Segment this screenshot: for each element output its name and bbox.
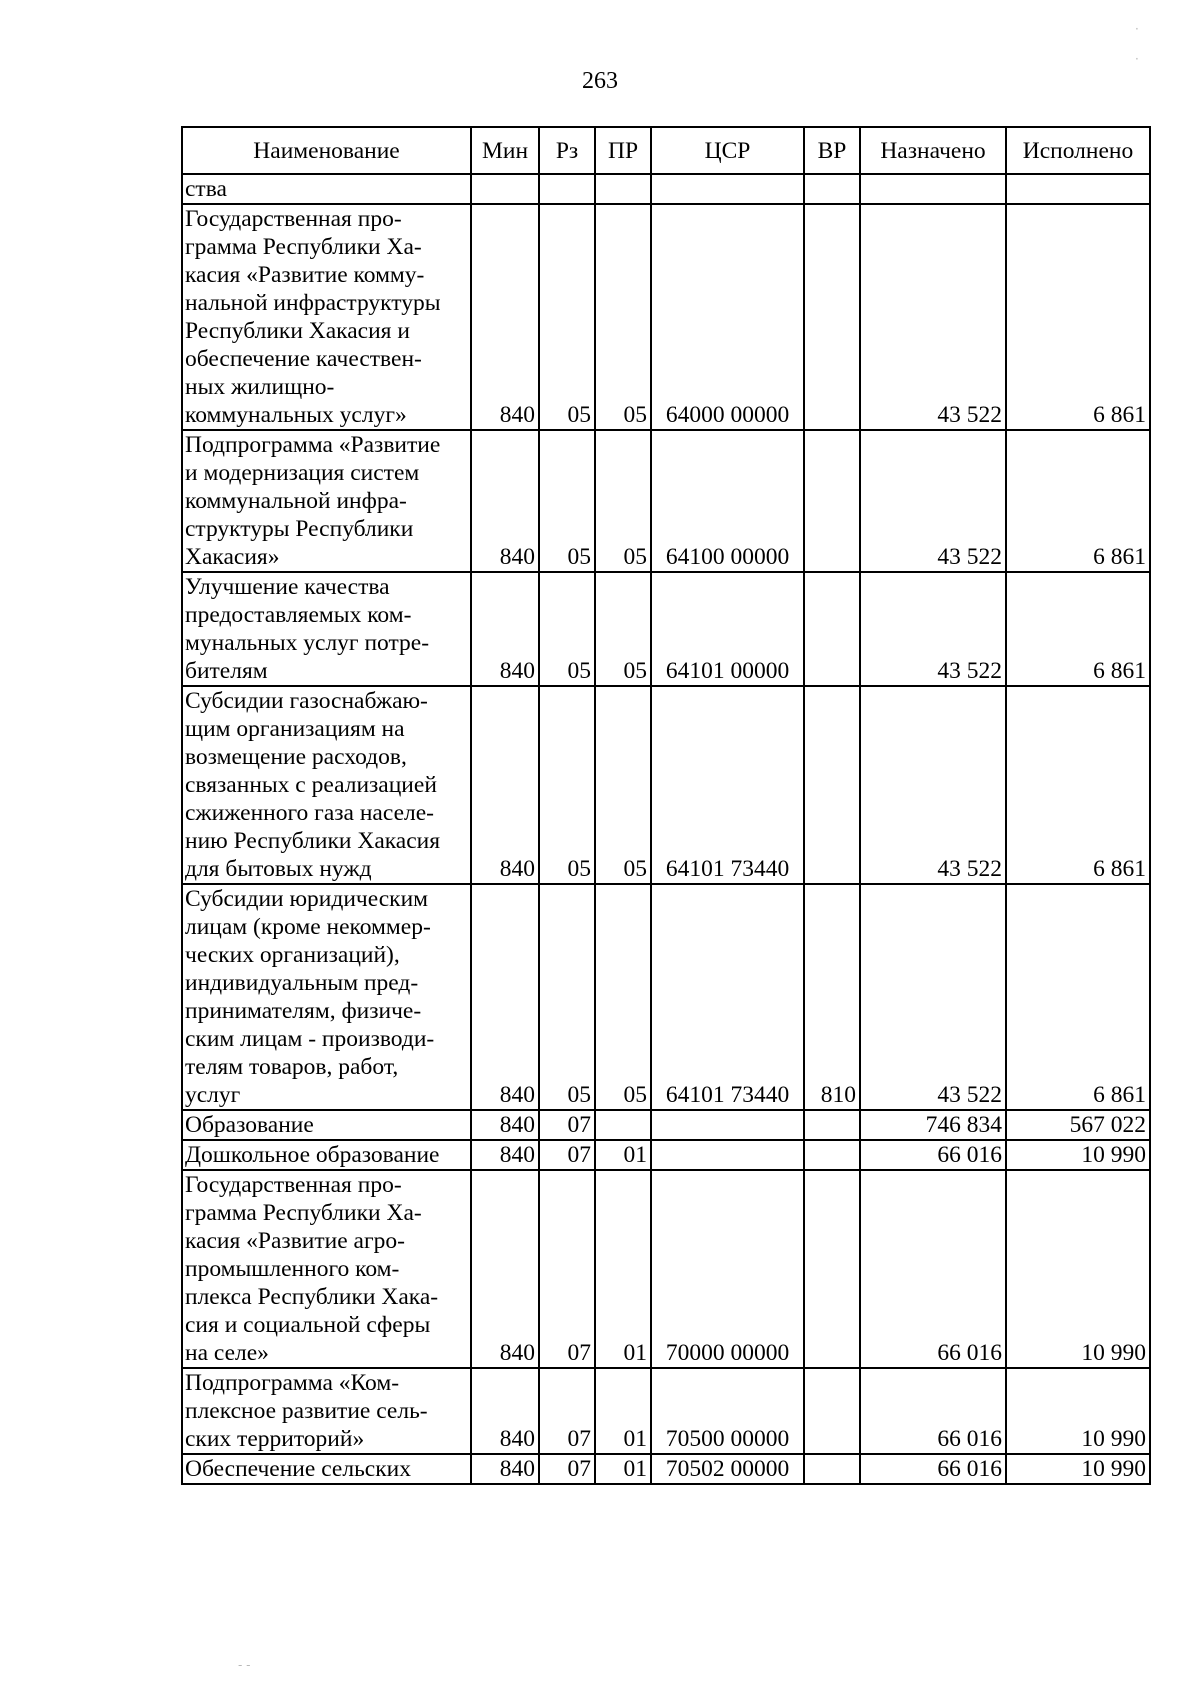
cell-vr <box>804 1454 860 1484</box>
cell-name-line: предоставляемых ком- <box>185 602 412 628</box>
cell-executed: 10 990 <box>1006 1170 1150 1368</box>
cell-name-line: плексное развитие сель- <box>185 1398 428 1424</box>
cell-name-line: грамма Республики Ха- <box>185 234 422 260</box>
cell-pr: 05 <box>595 572 651 686</box>
cell-name <box>182 884 471 1110</box>
cell-rz: 05 <box>539 572 595 686</box>
cell-name <box>182 572 471 686</box>
cell-executed: 10 990 <box>1006 1140 1150 1170</box>
cell-vr <box>804 1170 860 1368</box>
cell-name-line: принимателям, физиче- <box>185 998 422 1024</box>
cell-vr <box>804 1368 860 1454</box>
header-name: Наименование <box>182 127 471 174</box>
cell-assigned <box>860 174 1006 204</box>
header-row <box>182 127 1150 174</box>
table-row <box>182 884 1150 1110</box>
cell-name-line: индивидуальным пред- <box>185 970 419 996</box>
table-row <box>182 1110 1150 1140</box>
cell-csr: 64101 73440 <box>651 884 804 1110</box>
cell-name-line: ческих организаций), <box>185 942 400 968</box>
cell-assigned: 43 522 <box>860 884 1006 1110</box>
cell-name-line: нальной инфраструктуры <box>185 290 441 316</box>
cell-name <box>182 1454 471 1484</box>
cell-name-line: щим организациям на <box>185 716 405 742</box>
table-row <box>182 1368 1150 1454</box>
cell-rz: 05 <box>539 430 595 572</box>
cell-assigned: 43 522 <box>860 204 1006 430</box>
cell-executed: 6 861 <box>1006 572 1150 686</box>
cell-name-line: услуг <box>185 1082 241 1108</box>
cell-executed: 567 022 <box>1006 1110 1150 1140</box>
cell-vr: 810 <box>804 884 860 1110</box>
cell-pr: 05 <box>595 204 651 430</box>
cell-assigned: 746 834 <box>860 1110 1006 1140</box>
cell-name-line: коммунальной инфра- <box>185 488 407 514</box>
budget-table <box>181 126 1151 1485</box>
cell-executed: 6 861 <box>1006 884 1150 1110</box>
cell-csr: 70000 00000 <box>651 1170 804 1368</box>
cell-name-line: возмещение расходов, <box>185 744 407 770</box>
cell-name <box>182 686 471 884</box>
cell-csr: 64101 73440 <box>651 686 804 884</box>
cell-assigned: 66 016 <box>860 1140 1006 1170</box>
cell-name-line: касия «Развитие комму- <box>185 262 425 288</box>
cell-name-line: телям товаров, работ, <box>185 1054 399 1080</box>
cell-csr: 64000 00000 <box>651 204 804 430</box>
cell-vr <box>804 174 860 204</box>
cell-name <box>182 1140 471 1170</box>
cell-executed: 6 861 <box>1006 686 1150 884</box>
cell-vr <box>804 572 860 686</box>
cell-min: 840 <box>471 1170 539 1368</box>
cell-name-line: Дошкольное образование <box>185 1142 440 1168</box>
table-row <box>182 1140 1150 1170</box>
cell-assigned: 43 522 <box>860 572 1006 686</box>
cell-csr <box>651 1110 804 1140</box>
cell-name-line: лицам (кроме некоммер- <box>185 914 431 940</box>
table-row <box>182 1454 1150 1484</box>
cell-name-line: ским лицам - производи- <box>185 1026 435 1052</box>
cell-name-line: ства <box>185 176 227 202</box>
cell-assigned: 66 016 <box>860 1454 1006 1484</box>
cell-csr: 70502 00000 <box>651 1454 804 1484</box>
cell-rz: 05 <box>539 204 595 430</box>
cell-rz <box>539 174 595 204</box>
cell-vr <box>804 204 860 430</box>
cell-name-line: Подпрограмма «Развитие <box>185 432 441 458</box>
scan-speck: · <box>1135 22 1139 36</box>
cell-min: 840 <box>471 1454 539 1484</box>
cell-csr: 70500 00000 <box>651 1368 804 1454</box>
cell-name-line: мунальных услуг потре- <box>185 630 430 656</box>
table-row <box>182 572 1150 686</box>
cell-pr: 05 <box>595 430 651 572</box>
table-row <box>182 1170 1150 1368</box>
cell-name <box>182 174 471 204</box>
cell-rz: 07 <box>539 1140 595 1170</box>
cell-name-line: для бытовых нужд <box>185 856 372 882</box>
cell-name <box>182 1110 471 1140</box>
cell-csr <box>651 174 804 204</box>
cell-name-line: бителям <box>185 658 268 684</box>
table-body <box>182 174 1150 1484</box>
cell-rz: 05 <box>539 884 595 1110</box>
cell-executed: 10 990 <box>1006 1368 1150 1454</box>
cell-assigned: 43 522 <box>860 430 1006 572</box>
cell-name-line: касия «Развитие агро- <box>185 1228 405 1254</box>
cell-executed: 10 990 <box>1006 1454 1150 1484</box>
cell-min: 840 <box>471 1110 539 1140</box>
cell-min: 840 <box>471 686 539 884</box>
cell-name-line: связанных с реализацией <box>185 772 437 798</box>
cell-pr: 01 <box>595 1140 651 1170</box>
cell-vr <box>804 1140 860 1170</box>
cell-name-line: Обеспечение сельских <box>185 1456 411 1482</box>
cell-assigned: 66 016 <box>860 1170 1006 1368</box>
cell-name-line: Республики Хакасия и <box>185 318 410 344</box>
cell-csr: 64100 00000 <box>651 430 804 572</box>
cell-min: 840 <box>471 1368 539 1454</box>
cell-vr <box>804 430 860 572</box>
cell-executed <box>1006 174 1150 204</box>
cell-name-line: Улучшение качества <box>185 574 390 600</box>
cell-name-line: плекса Республики Хака- <box>185 1284 439 1310</box>
scan-speck: · <box>1135 52 1139 66</box>
cell-pr: 01 <box>595 1454 651 1484</box>
cell-rz: 05 <box>539 686 595 884</box>
cell-rz: 07 <box>539 1454 595 1484</box>
table-row <box>182 204 1150 430</box>
header-executed: Исполнено <box>1006 127 1150 174</box>
cell-pr <box>595 174 651 204</box>
header-assigned: Назначено <box>860 127 1006 174</box>
header-pr: ПР <box>595 127 651 174</box>
cell-name-line: Подпрограмма «Ком- <box>185 1370 400 1396</box>
table-row <box>182 430 1150 572</box>
header-csr: ЦСР <box>651 127 804 174</box>
cell-pr: 05 <box>595 884 651 1110</box>
header-rz: Рз <box>539 127 595 174</box>
cell-assigned: 66 016 <box>860 1368 1006 1454</box>
cell-name-line: коммунальных услуг» <box>185 402 407 428</box>
cell-name-line: Хакасия» <box>185 544 280 570</box>
cell-pr: 05 <box>595 686 651 884</box>
cell-vr <box>804 686 860 884</box>
cell-name-line: ских территорий» <box>185 1426 365 1452</box>
cell-name-line: нию Республики Хакасия <box>185 828 441 854</box>
header-min: Мин <box>471 127 539 174</box>
cell-name-line: Субсидии газоснабжаю- <box>185 688 428 714</box>
cell-name <box>182 1170 471 1368</box>
scan-speck: - - <box>238 1658 251 1672</box>
cell-name-line: Образование <box>185 1112 314 1138</box>
cell-name-line: обеспечение качествен- <box>185 346 422 372</box>
cell-assigned: 43 522 <box>860 686 1006 884</box>
cell-name <box>182 1368 471 1454</box>
cell-pr <box>595 1110 651 1140</box>
cell-name-line: сия и социальной сферы <box>185 1312 431 1338</box>
cell-name-line: и модернизация систем <box>185 460 420 486</box>
cell-min: 840 <box>471 884 539 1110</box>
cell-min <box>471 174 539 204</box>
table-row <box>182 686 1150 884</box>
cell-min: 840 <box>471 204 539 430</box>
cell-executed: 6 861 <box>1006 204 1150 430</box>
cell-pr: 01 <box>595 1368 651 1454</box>
cell-name-line: Государственная про- <box>185 206 402 232</box>
header-vr: ВР <box>804 127 860 174</box>
cell-csr: 64101 00000 <box>651 572 804 686</box>
page-number: 263 <box>582 68 618 94</box>
cell-executed: 6 861 <box>1006 430 1150 572</box>
cell-name-line: Государственная про- <box>185 1172 402 1198</box>
cell-name-line: ных жилищно- <box>185 374 335 400</box>
cell-rz: 07 <box>539 1368 595 1454</box>
cell-min: 840 <box>471 572 539 686</box>
cell-name <box>182 430 471 572</box>
cell-name <box>182 204 471 430</box>
table-row <box>182 174 1150 204</box>
cell-csr <box>651 1140 804 1170</box>
cell-pr: 01 <box>595 1170 651 1368</box>
cell-name-line: грамма Республики Ха- <box>185 1200 422 1226</box>
cell-min: 840 <box>471 430 539 572</box>
cell-rz: 07 <box>539 1170 595 1368</box>
cell-min: 840 <box>471 1140 539 1170</box>
cell-vr <box>804 1110 860 1140</box>
cell-name-line: на селе» <box>185 1340 269 1366</box>
cell-name-line: промышленного ком- <box>185 1256 400 1282</box>
cell-name-line: Субсидии юридическим <box>185 886 429 912</box>
cell-rz: 07 <box>539 1110 595 1140</box>
cell-name-line: сжиженного газа населе- <box>185 800 434 826</box>
cell-name-line: структуры Республики <box>185 516 414 542</box>
